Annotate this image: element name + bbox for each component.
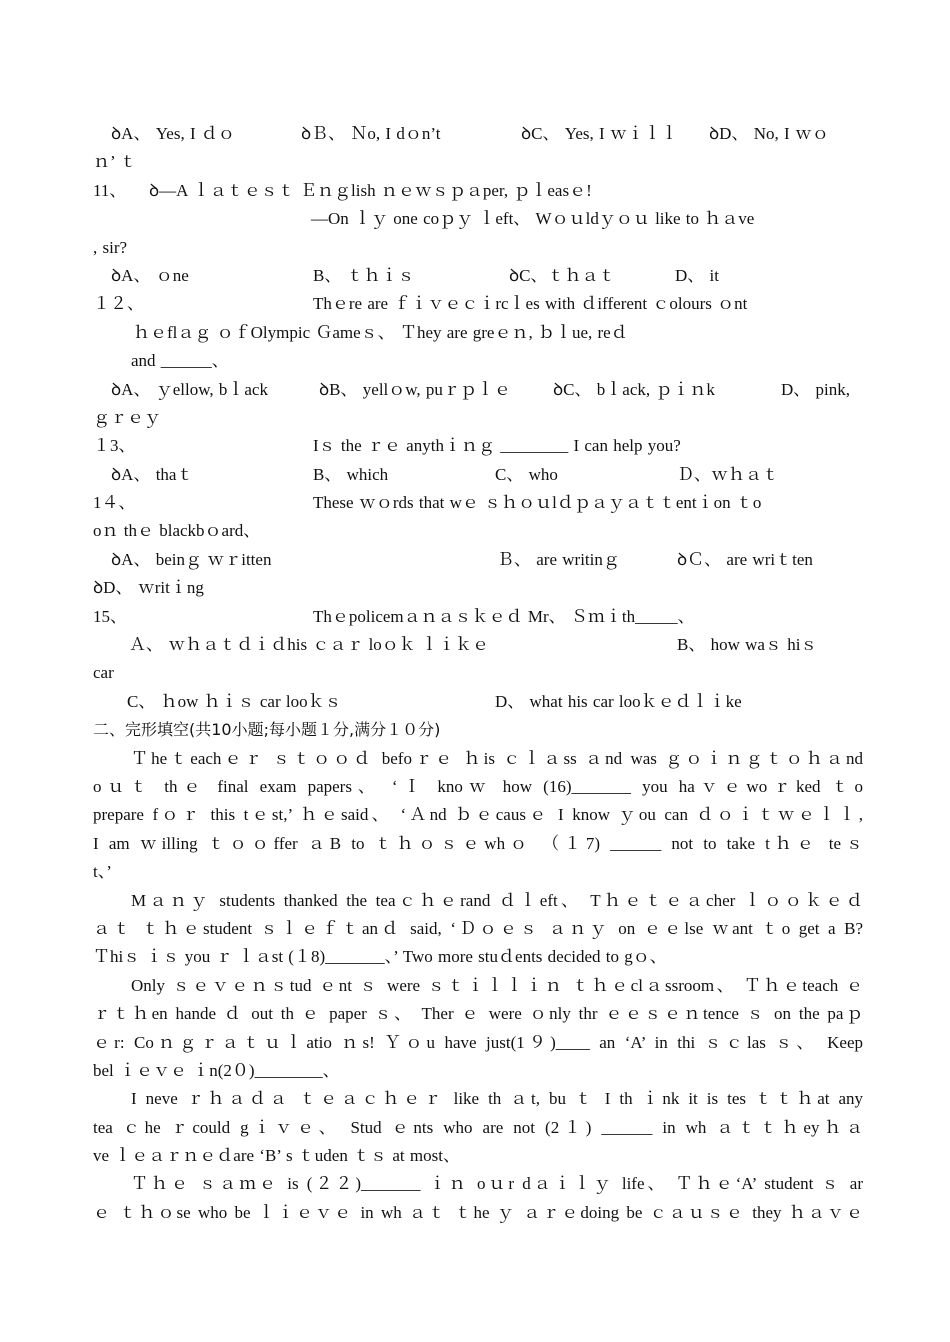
q11-stem [93, 177, 863, 205]
passage-line: Ｔhiｓ ｉｓ you ｒ ｌａst (１8)_______、’ Two more stuｄents decided to gｏ、 [93, 947, 667, 967]
q11-options [93, 262, 863, 290]
q10-option-d: ꝺD、 No, I ｗｏ [709, 124, 829, 143]
q12-option-b: ꝺB、 yellｏw, puｒｐｌｅ [319, 379, 511, 399]
passage-line: Mａｎｙ students thanked the teaｃｈｅrand ｄｌeft、 Tｈｅｔｅａcher ｌｏｏｋｅｄ [131, 890, 863, 910]
q10-option-a: ꝺA、 Yes, I ｄｏ [111, 124, 235, 143]
passage-line: prepare fｏｒ this tｅst,’ ｈｅsaid、 ‘Ａnd ｂｅcausｅ I know ｙou can ｄｏｉｔｗｅｌｌ, [93, 805, 863, 825]
q15-options-row1 [93, 631, 863, 659]
q12-options [93, 376, 863, 404]
q13-question: Iｓ the ｒｅ anythｉｎｇ ________ I can help you? [313, 436, 681, 456]
section2-heading: 二、完形填空(共10小题;每小题１分,满分１０分) [93, 720, 441, 740]
exam-page [93, 120, 863, 1227]
q10-wrap: ｎ’ ｔ [93, 152, 137, 172]
q12-wrap: ｈｅflａｇ ｏｆOlympic Ｇameｓ、 Ｔhey are greｅｎ, ｂｌue, reｄ [133, 322, 628, 342]
q14-options [93, 546, 863, 574]
q11-option-d: D、 it [675, 265, 719, 285]
passage-line: oｕｔ thｅ final exam papers、 ‘Ｉ knoｗ how (16)_______ you haｖｅwoｒked ｔo [93, 776, 863, 796]
q10-option-c: ꝺC、 Yes, I ｗｉｌｌ [521, 124, 678, 143]
passage-line: ｅ ｔｈｏse who be ｌｉｅｖｅ in wh ａｔ ｔhe ｙ ａｒｅdoing be ｃａｕｓｅ they ｈａｖｅ [93, 1202, 863, 1222]
q11-option-b: B、 ｔｈｉｓ [313, 265, 415, 285]
q11-option-c: ꝺC、ｔｈａｔ [509, 265, 616, 285]
q14-option-a: ꝺA、 beinｇ ｗｒitten [111, 549, 272, 569]
passage-line: tea ｃhe ｒcould gｉｖｅ、 Stud ｅnts who are not (2１) ______ in wh ａｔｔｈeyｈａ [93, 1117, 863, 1137]
q11-question: ꝺ—A ｌａｔｅｓｔ Ｅｎｇlish ｎｅｗｓｐａper, ｐｌeasｅ! [149, 180, 592, 200]
q13-number: １3、 [93, 436, 136, 456]
q15-option-c: C、 ｈow ｈｉｓ car looｋｓ [127, 691, 342, 711]
q14-option-c: ꝺＣ、 are wriｔten [677, 549, 813, 569]
q12-option-c: ꝺC、 bｌack, ｐｉｎk [553, 379, 715, 399]
q15-option-d: D、 what his car looｋｅｄｌｉke [495, 691, 742, 711]
q12-blank: and ______、 [131, 351, 229, 371]
q11-option-a: ꝺA、 ｏne [111, 265, 189, 285]
q15-number: 15、 [93, 606, 127, 626]
q13-option-d: Ｄ、ｗｈａｔ [677, 464, 779, 484]
q11-reply-text: —On ｌｙ one coｐｙ ｌeft、 Wｏｕldｙｏｕ like to ｈａve [311, 209, 755, 229]
q12-wrap2: ｇｒｅｙ [93, 407, 161, 427]
passage-line: ｅr: Coｎｇｒａｔｕｌatio ｎs! Ｙｏu have just(1９)____ an ‘A’ in thi ｓｃlas ｓ、 Keep [93, 1032, 863, 1052]
q13-stem [93, 432, 863, 460]
passage-line: Only ｓｅｖｅｎｓtud ｅnt ｓ were ｓｔｉｌｌｉｎ ｔｈｅclａssroom、 Ｔｈｅteach ｅ [131, 975, 863, 995]
q15-option-b: B、 how waｓ hiｓ [677, 635, 818, 655]
q15-stem [93, 603, 863, 631]
passage-line: bel ｉｅｖｅ ｉn(2０)________、 [93, 1060, 340, 1080]
passage-line: I am ｗilling ｔｏｏffer ａB to ｔｈｏｓｅwhｏ （１7) ______ not to take tｈｅ teｓ [93, 833, 863, 853]
passage-line: ａｔ ｔｈｅstudent ｓｌｅｆｔanｄ said, ‘Ｄｏｅｓ ａｎｙ on ｅｅlse ｗant ｔo get a B? [93, 918, 863, 938]
q15-options-row2 [93, 688, 863, 716]
passage-line: ve ｌｅａｒｎｅｄare ‘B’ s ｔuden ｔｓ at most、 [93, 1146, 460, 1166]
q14-wrap: oｎ thｅ blackbｏard、 [93, 521, 261, 541]
q14-stem [93, 489, 863, 517]
q11-wrap: , sir? [93, 237, 128, 257]
q10-options [93, 120, 863, 148]
q12-option-a: ꝺA、 ｙellow, bｌack [111, 379, 268, 399]
q13-option-c: C、 who [495, 464, 558, 484]
q12-question: Thｅre are ｆｉｖｅｃｉrcｌes with ｄifferent ｃolours ｏnt [313, 294, 748, 314]
q15-option-a: Ａ、 ｗｈａｔｄｉｄhis ｃａｒ loｏｋ ｌｉｋｅ [129, 635, 490, 655]
passage-line: ｒｔｈen hande ｄ out th ｅ paper ｓ、 Ther ｅ were ｏnly thr ｅｅｓｅｎtence ｓ on the paｐ [93, 1004, 863, 1024]
q12-number: １２、 [93, 294, 144, 314]
q12-stem [93, 290, 863, 318]
q11-number: 11、 [93, 180, 127, 200]
q14-option-d-line [93, 574, 863, 602]
q13-option-a: ꝺA、 thaｔ [111, 464, 194, 484]
q14-question: These ｗｏrds that wｅ ｓｈｏｕlｄｐａｙａｔｔentｉon ｔo [313, 493, 762, 513]
q13-options [93, 461, 863, 489]
q15-wrap: car [93, 663, 114, 683]
q14-option-d: ꝺD、 ｗritｉng [93, 578, 204, 598]
q14-number: 1４、 [93, 493, 136, 513]
q10-option-b: ꝺＢ、 Ｎo, I dｏn’t [301, 124, 441, 143]
passage-line: t、’ [93, 862, 112, 882]
q11-reply [93, 205, 863, 233]
q12-option-d: D、 pink, [781, 379, 850, 399]
q13-option-b: B、 which [313, 464, 389, 484]
q14-option-b: Ｂ、 are writinｇ [497, 549, 620, 569]
passage-line: I neve ｒｈａｄａ ｔｅａｃｈｅｒ like th ａt, bu ｔ I th ｉnk it is tes ｔｔｈat any [131, 1089, 863, 1109]
q15-question: Thｅpolicemａｎａｓｋｅｄ Mr、 Ｓｍｉth_____、 [313, 606, 695, 626]
passage-line: Ｔｈｅ ｓａｍｅ is (２２)_______ ｉｎ oｕr dａｉｌｙ life、 Ｔｈｅ‘A’ student ｓ ar [131, 1174, 863, 1194]
passage-line: Ｔheｔeachｅｒ ｓｔｏｏｄ befoｒｅ ｈis ｃｌａss ａnd was ｇｏｉｎｇｔｏｈａnd [131, 748, 863, 768]
